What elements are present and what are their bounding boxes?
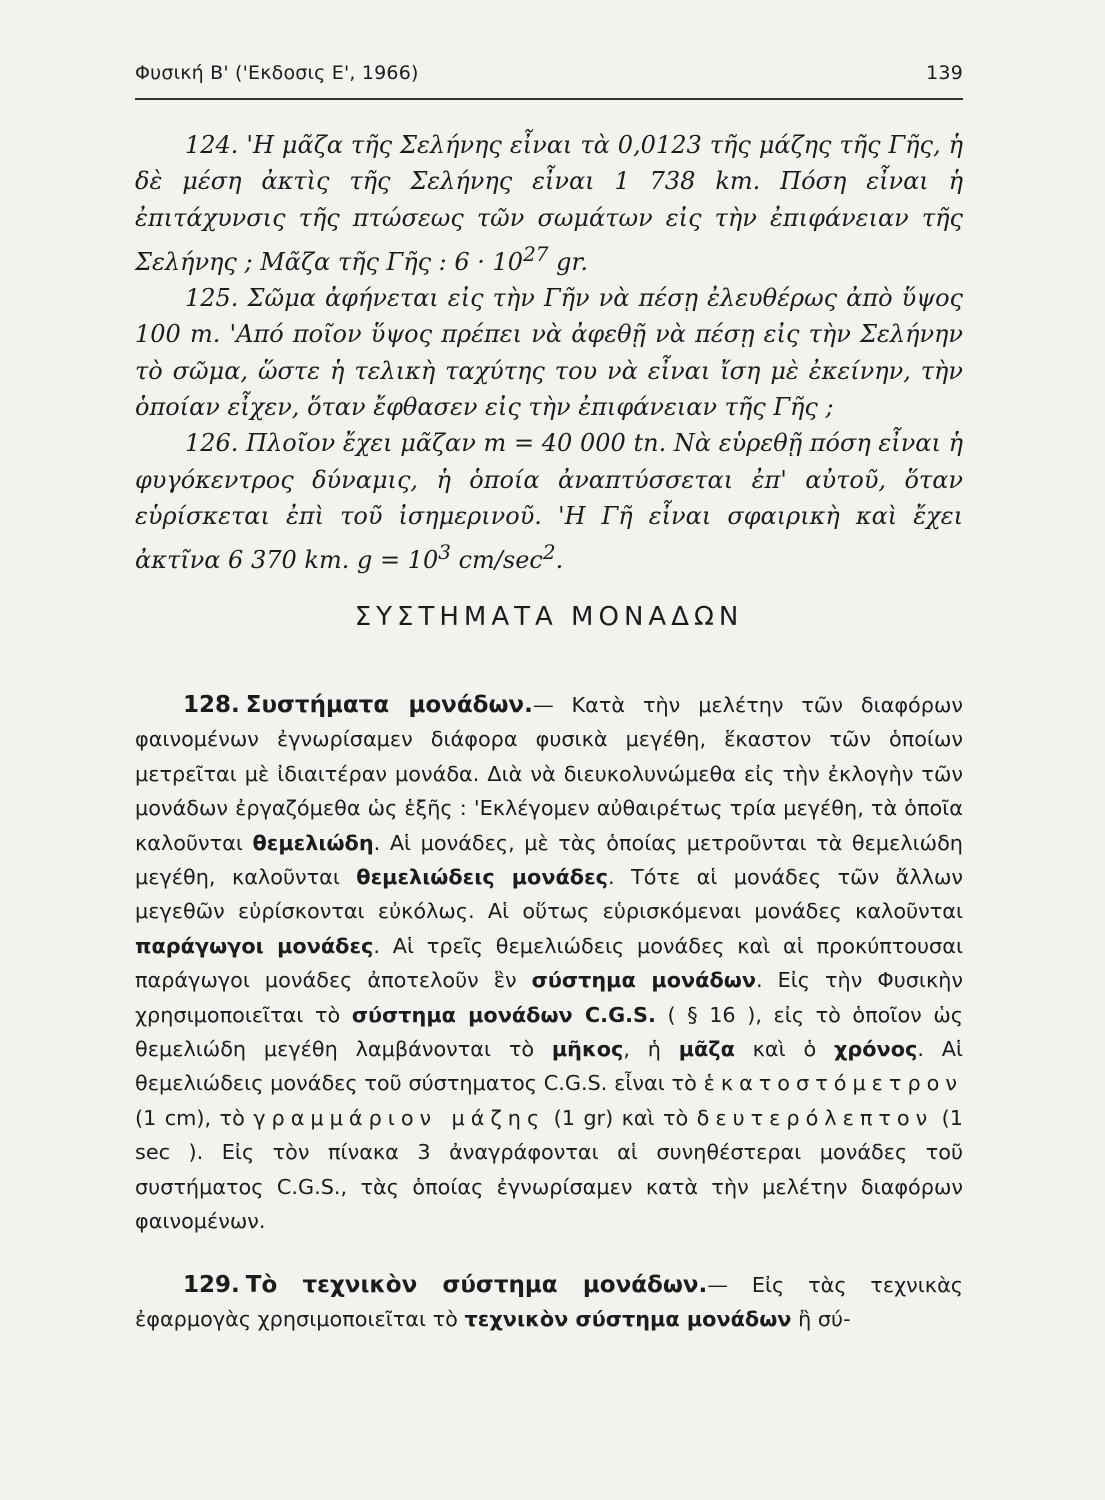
text-run: — Κατὰ τὴν μελέτην τῶν διαφόρων φαινομένων ἐγνωρίσαμεν διάφορα φυσικὰ μεγέθη, ἕκαστον τῶν ὁποίων μετρεῖται μὲ ἰδιαιτέραν μονάδα. Διὰ νὰ διευκολυνώμεθα εἰς τὴν ἐκλογὴν τῶν μονάδων ἐργαζόμεθα ὡς ἑξῆς : 'Εκλέγομεν αὐθαιρέτως τρία μεγέθη, τὰ ὁποῖα καλοῦνται	[135, 693, 963, 855]
text-run: (1 cm), τὸ	[135, 1105, 254, 1130]
spaced-term: ἑκατοστόμετρον	[703, 1071, 963, 1096]
bold-term: θεμελιώδη	[252, 830, 374, 855]
text-run: ἢ σύ-	[791, 1306, 851, 1331]
problem-text-tail: .	[555, 546, 564, 575]
text-run: , ἡ	[623, 1037, 679, 1062]
text-run: . Αἱ θεμελιώδεις μονάδες τοῦ σύστηματος C.G.S. εἶναι τὸ	[135, 1037, 963, 1096]
paragraph-number: 128.	[183, 692, 240, 718]
problem-text-tail: gr.	[548, 247, 588, 276]
spaced-term: δευτερόλεπτον	[696, 1105, 934, 1130]
problem-126	[135, 425, 963, 578]
bold-term: θεμελιώδεις μονάδες	[356, 865, 608, 890]
body-text	[135, 688, 963, 1336]
header-rule	[135, 98, 963, 100]
exponent: 2	[542, 540, 556, 565]
running-title: Φυσική Β' ('Εκδοσις Ε', 1966)	[135, 62, 419, 84]
problem-text: 'Η μᾶζα τῆς Σελήνης εἶναι τὰ 0,0123 τῆς μάζης τῆς Γῆς, ἡ δὲ μέση ἀκτὶς τῆς Σελήνης εἶναι 1 738 km. Πόση εἶναι ἡ ἐπιτάχυνσις τῆς πτώσεως τῶν σωμάτων εἰς τὴν ἐπιφάνειαν τῆς Σελήνης ; Μᾶζα τῆς Γῆς : 6 · 10	[135, 131, 963, 276]
text-run: (1 sec ). Εἰς τὸν πίνακα 3 ἀναγράφονται αἱ συνηθέστεραι μονάδες τοῦ συστήματος C.G.S., τὰς ὁποίας ἐγνωρίσαμεν κατὰ τὴν μελέτην διαφόρων φαινομένων.	[135, 1105, 963, 1234]
problem-number: 124.	[185, 131, 239, 159]
exponent: 27	[523, 241, 549, 266]
text-run: — Εἰς τὰς τεχνικὰς ἐφαρμογὰς χρησιμοποιεῖται τὸ	[135, 1272, 963, 1331]
paragraph-129	[135, 1268, 963, 1337]
section-title: ΣΥΣΤΗΜΑΤΑ ΜΟΝΑΔΩΝ	[354, 602, 744, 632]
text-run: καὶ ὁ	[734, 1037, 834, 1062]
page-number: 139	[926, 62, 963, 84]
bold-term: σύστημα μονάδων C.G.S.	[351, 1002, 656, 1027]
exponent: 3	[438, 540, 451, 565]
text-run: ( § 16 ), εἰς τὸ ὁποῖον ὡς θεμελιώδη μεγέθη λαμβάνονται τὸ	[135, 1002, 963, 1062]
problem-text: Σῶμα ἀφήνεται εἰς τὴν Γῆν νὰ πέσῃ ἐλευθέρως ἀπὸ ὕψος 100 m. 'Από ποῖον ὕψος πρέπει νὰ ἀφεθῇ νὰ πέσῃ εἰς τὴν Σελήνην τὸ σῶμα, ὥστε ἡ τελικὴ ταχύτης του νὰ εἶναι ἴση μὲ ἐκείνην, τὴν ὁποίαν εἶχεν, ὅταν ἔφθασεν εἰς τὴν ἐπιφάνειαν τῆς Γῆς ;	[135, 284, 963, 422]
text-run: . Αἱ μονάδες, μὲ τὰς ὁποίας μετροῦνται τὰ θεμελιώδη μεγέθη, καλοῦνται	[135, 830, 963, 890]
paragraph-128	[135, 688, 963, 1239]
problem-number: 125.	[185, 284, 239, 313]
unit-text: cm/sec	[450, 546, 543, 575]
bold-term: χρόνος	[833, 1037, 918, 1062]
text-run: . Τότε αἱ μονάδες τῶν ἄλλων μεγεθῶν εὑρίσκονται εὐκόλως. Αἱ οὕτως εὑρισκόμεναι μονάδες καλοῦνται	[135, 865, 963, 924]
bold-term: παράγωγοι μονάδες	[135, 933, 374, 958]
text-run: (1 gr) καὶ τὸ	[545, 1105, 697, 1130]
text-run: . Αἱ τρεῖς θεμελιώδεις μονάδες καὶ αἱ προκύπτουσαι παράγωγοι μονάδες ἀποτελοῦν ἓν	[135, 933, 963, 993]
bold-term: μᾶζα	[678, 1037, 735, 1062]
problems-block	[135, 127, 963, 579]
bold-term: τεχνικὸν σύστημα μονάδων	[464, 1306, 792, 1331]
problem-number: 126.	[185, 429, 239, 458]
bold-term: μῆκος	[551, 1037, 624, 1062]
problem-124	[135, 127, 963, 280]
problem-text: Πλοῖον ἔχει μᾶζαν m = 40 000 tn. Νὰ εὑρεθῇ πόση εἶναι ἡ φυγόκεντρος δύναμις, ἡ ὁποία ἀναπτύσσεται ἐπ' αὐτοῦ, ὅταν εὑρίσκεται ἐπὶ τοῦ ἰσημερινοῦ. 'Η Γῆ εἶναι σφαιρικὴ καὶ ἔχει ἀκτῖνα 6 370 km. g = 10	[135, 429, 963, 575]
paragraph-heading: Συστήματα μονάδων.	[245, 692, 533, 718]
spaced-term: γραμμάριον μάζης	[253, 1105, 546, 1130]
paragraph-number: 129.	[183, 1271, 240, 1298]
bold-term: σύστημα μονάδων	[531, 968, 756, 993]
text-run: . Εἰς τὴν Φυσικὴν χρησιμοποιεῖται τὸ	[135, 968, 964, 1027]
paragraph-heading: Τὸ τεχνικὸν σύστημα μονάδων.	[245, 1271, 708, 1298]
problem-125	[135, 280, 963, 425]
